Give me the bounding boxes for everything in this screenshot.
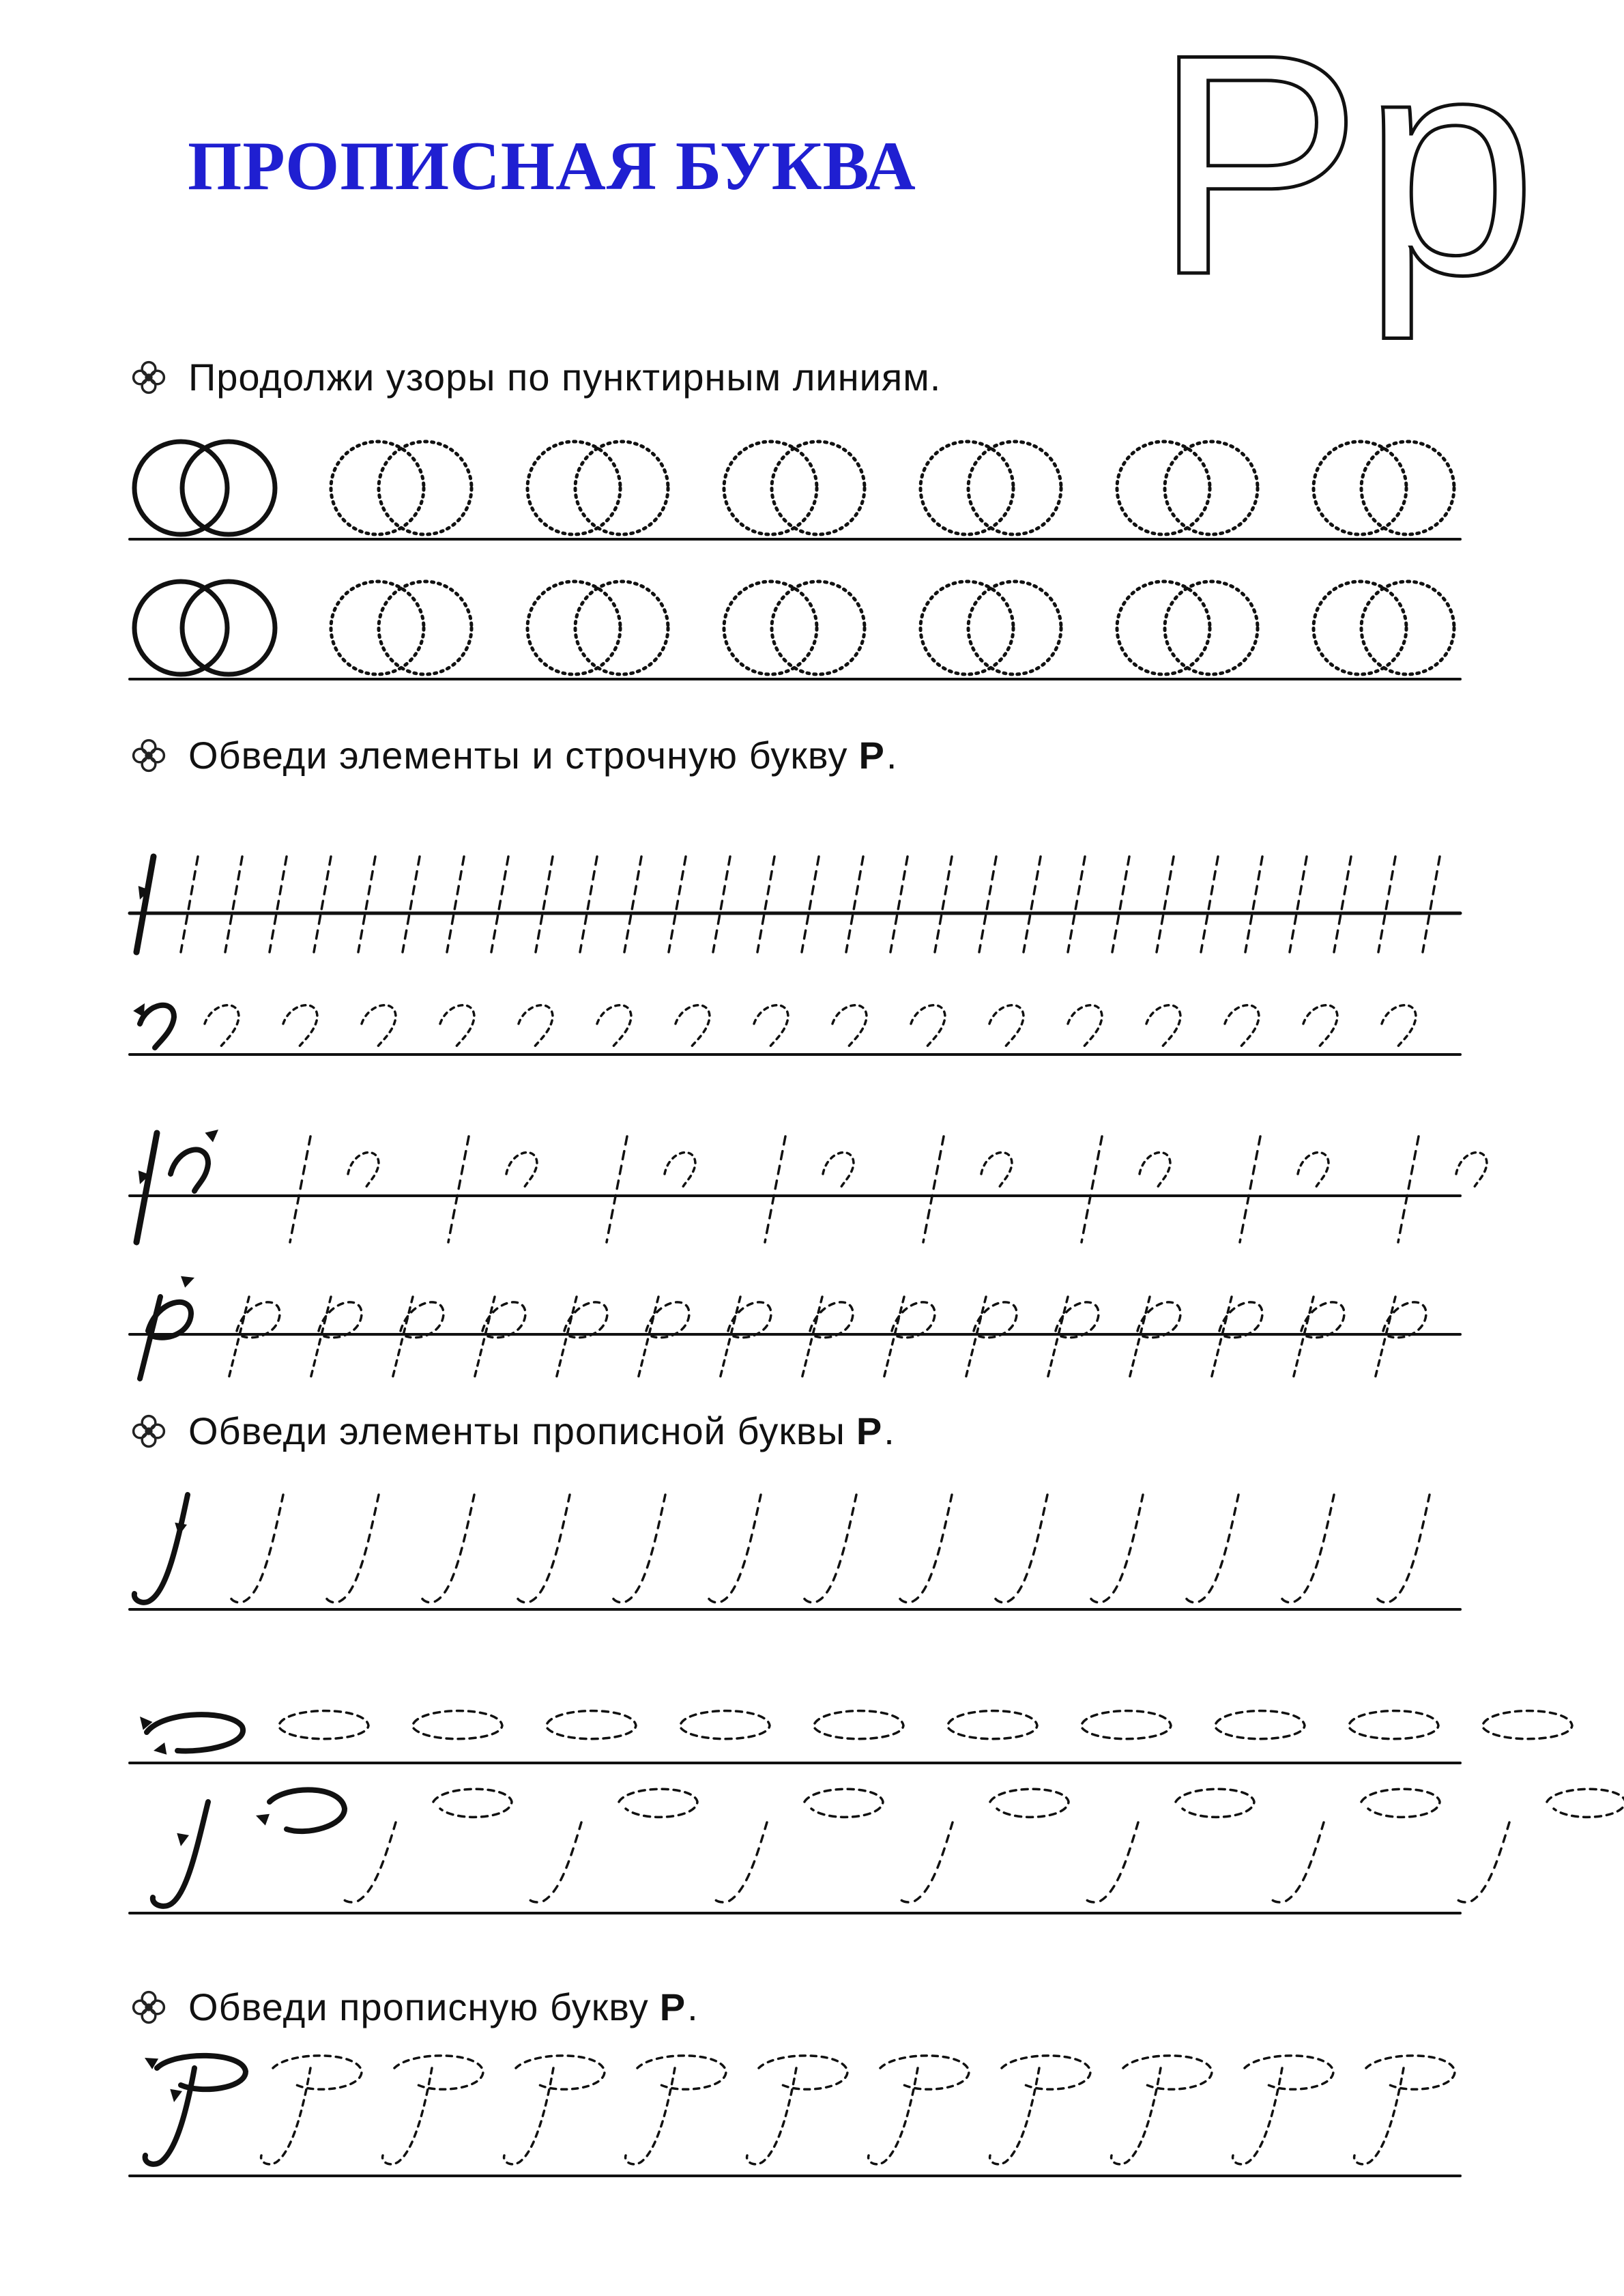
stroke-direction-arrow	[181, 1272, 197, 1288]
loop-trace	[414, 1711, 502, 1739]
stem-trace	[343, 1822, 396, 1902]
stick-trace	[765, 1136, 785, 1242]
uppercase-p-trace	[990, 2056, 1090, 2164]
hook-trace	[283, 1005, 317, 1048]
stem-trace	[994, 1495, 1047, 1603]
hook-trace	[823, 1153, 854, 1189]
uppercase-p-trace	[1354, 2056, 1455, 2164]
stick-sample	[136, 1133, 157, 1242]
loop-trace	[948, 1711, 1037, 1739]
stem-trace	[1271, 1822, 1324, 1902]
uppercase-p-trace	[261, 2056, 362, 2164]
uppercase-p-trace	[869, 2056, 969, 2164]
stem-loop-row	[130, 1789, 1624, 1913]
stick-trace	[1112, 857, 1129, 952]
uppercase-p-row	[130, 2052, 1460, 2176]
stick-trace	[1334, 857, 1351, 952]
hook-row	[130, 1001, 1460, 1055]
instruction-letter: Р	[856, 1409, 883, 1452]
stick-trace	[536, 857, 553, 952]
stick-trace	[1068, 857, 1085, 952]
stick-trace	[802, 857, 819, 952]
hook-trace	[1303, 1005, 1337, 1048]
stick-trace	[713, 857, 730, 952]
lowercase-p-trace	[720, 1297, 771, 1379]
stick-trace	[669, 857, 686, 952]
stroke-direction-arrow	[205, 1125, 222, 1142]
uppercase-p-trace	[1233, 2056, 1333, 2164]
stick-trace	[1201, 857, 1218, 952]
hook-trace	[665, 1153, 695, 1189]
stem-trace	[325, 1495, 379, 1603]
stem-trace	[714, 1822, 767, 1902]
stem-trace	[1281, 1495, 1334, 1603]
lowercase-p-trace	[474, 1297, 525, 1379]
instruction-letter: Р	[858, 734, 885, 777]
loop-trace	[1350, 1711, 1438, 1739]
stick-trace	[403, 857, 420, 952]
hook-trace	[989, 1005, 1024, 1048]
stick-trace	[448, 1136, 469, 1242]
hook-trace	[1225, 1005, 1259, 1048]
lowercase-p-row	[130, 1272, 1460, 1379]
hook-trace	[1456, 1153, 1487, 1189]
loop-trace	[804, 1789, 883, 1817]
stroke-direction-arrow	[175, 1833, 189, 1848]
lowercase-p-trace	[1375, 1297, 1426, 1379]
stick-trace	[1378, 857, 1395, 952]
stick-trace	[935, 857, 952, 952]
loop-trace	[1176, 1789, 1254, 1817]
hook-trace	[519, 1005, 553, 1048]
lowercase-p-trace	[1129, 1297, 1180, 1379]
stick-trace	[1245, 857, 1262, 952]
lowercase-p-trace	[884, 1297, 935, 1379]
uppercase-p-trace	[1112, 2056, 1212, 2164]
stem-trace	[803, 1495, 856, 1603]
uppercase-stem-row	[130, 1495, 1460, 1609]
loop-trace	[1361, 1789, 1440, 1817]
stem-trace	[1376, 1495, 1430, 1603]
lowercase-p-trace	[966, 1297, 1017, 1379]
hook-trace	[348, 1153, 379, 1189]
stem-sample	[134, 1495, 188, 1603]
stem-sample	[153, 1802, 208, 1906]
ring-pattern-row	[130, 582, 1460, 679]
lowercase-p-trace	[1293, 1297, 1344, 1379]
stick-trace	[624, 857, 641, 952]
instruction-text: Обведи прописную букву	[188, 1985, 649, 2028]
stick-hook-row	[130, 1125, 1487, 1242]
outlined-letters-text: Pp	[1153, 34, 1537, 340]
hook-trace	[981, 1153, 1012, 1189]
instruction-tail: .	[886, 734, 898, 777]
uppercase-p-trace	[626, 2056, 726, 2164]
lowercase-p-trace	[556, 1297, 607, 1379]
instruction-tail: .	[884, 1409, 895, 1452]
stick-trace	[358, 857, 375, 952]
stem-trace	[1185, 1495, 1238, 1603]
hook-trace	[205, 1005, 239, 1048]
stem-trace	[230, 1495, 283, 1603]
stick-trace	[181, 857, 198, 952]
loop-trace	[681, 1711, 770, 1739]
uppercase-p-trace	[504, 2056, 605, 2164]
uppercase-p-trace	[747, 2056, 847, 2164]
stick-trace	[314, 857, 331, 952]
stroke-direction-arrow	[168, 2089, 182, 2104]
stick-sample	[136, 857, 154, 952]
uppercase-p-sample	[145, 2056, 246, 2164]
stick-trace	[447, 857, 464, 952]
hook-trace	[832, 1005, 867, 1048]
hook-trace	[754, 1005, 788, 1048]
loop-sample	[270, 1790, 345, 1831]
lowercase-p-trace	[229, 1297, 280, 1379]
lowercase-p-sample	[140, 1297, 191, 1379]
lowercase-p-trace	[1047, 1297, 1099, 1379]
stick-trace	[290, 1136, 310, 1242]
lowercase-p-trace	[802, 1297, 853, 1379]
stem-trace	[421, 1495, 474, 1603]
lowercase-p-trace	[638, 1297, 689, 1379]
oval-loop-row	[130, 1711, 1572, 1763]
hook-sample	[171, 1149, 208, 1191]
stick-trace	[580, 857, 597, 952]
stick-trace	[1024, 857, 1041, 952]
hook-trace	[1068, 1005, 1102, 1048]
instruction-letter: Р	[659, 1985, 686, 2028]
stem-trace	[612, 1495, 665, 1603]
loop-trace	[1216, 1711, 1305, 1739]
loop-trace	[1547, 1789, 1624, 1817]
stick-trace	[1157, 857, 1174, 952]
stick-trace	[757, 857, 774, 952]
hook-trace	[1146, 1005, 1180, 1048]
lowercase-p-trace	[1211, 1297, 1262, 1379]
stick-trace	[846, 857, 863, 952]
stem-trace	[1456, 1822, 1509, 1902]
loop-trace	[619, 1789, 697, 1817]
hook-sample	[140, 1005, 174, 1048]
loop-trace	[280, 1711, 368, 1739]
stick-trace	[1290, 857, 1307, 952]
loop-trace	[1082, 1711, 1171, 1739]
loop-trace	[433, 1789, 512, 1817]
instruction-text: Обведи элементы прописной буквы	[188, 1409, 845, 1452]
loop-trace	[547, 1711, 636, 1739]
hook-trace	[597, 1005, 631, 1048]
stem-trace	[1090, 1495, 1143, 1603]
hook-trace	[1382, 1005, 1416, 1048]
slant-stick-row	[130, 857, 1460, 952]
hook-trace	[676, 1005, 710, 1048]
stick-trace	[491, 857, 508, 952]
hook-trace	[440, 1005, 474, 1048]
stick-trace	[979, 857, 996, 952]
stick-trace	[1423, 857, 1440, 952]
uppercase-p-trace	[383, 2056, 483, 2164]
stroke-direction-arrow	[254, 1810, 270, 1826]
stroke-direction-arrow	[152, 1742, 166, 1757]
stick-trace	[1082, 1136, 1102, 1242]
stem-trace	[899, 1495, 952, 1603]
stick-trace	[923, 1136, 944, 1242]
lowercase-p-trace	[392, 1297, 444, 1379]
loop-trace	[1483, 1711, 1572, 1739]
instruction-tail: .	[687, 1985, 699, 2028]
instruction-text: Обведи элементы и строчную букву	[188, 734, 848, 777]
hook-trace	[911, 1005, 945, 1048]
stem-trace	[708, 1495, 761, 1603]
stem-trace	[517, 1495, 570, 1603]
stem-trace	[1085, 1822, 1138, 1902]
hook-trace	[506, 1153, 537, 1189]
stick-trace	[1398, 1136, 1419, 1242]
stick-trace	[890, 857, 908, 952]
stick-trace	[607, 1136, 627, 1242]
stem-trace	[899, 1822, 953, 1902]
lowercase-p-trace	[310, 1297, 362, 1379]
hook-trace	[1298, 1153, 1329, 1189]
loop-trace	[815, 1711, 903, 1739]
page-title: ПРОПИСНАЯ БУКВА	[188, 128, 916, 205]
stick-trace	[1240, 1136, 1260, 1242]
stick-trace	[270, 857, 287, 952]
instruction-text: Продолжи узоры по пунктирным линиям.	[188, 356, 942, 399]
loop-trace	[990, 1789, 1069, 1817]
hook-trace	[362, 1005, 396, 1048]
stick-trace	[225, 857, 242, 952]
ring-pattern-row	[130, 442, 1460, 539]
hook-trace	[1140, 1153, 1170, 1189]
stem-trace	[528, 1822, 581, 1902]
